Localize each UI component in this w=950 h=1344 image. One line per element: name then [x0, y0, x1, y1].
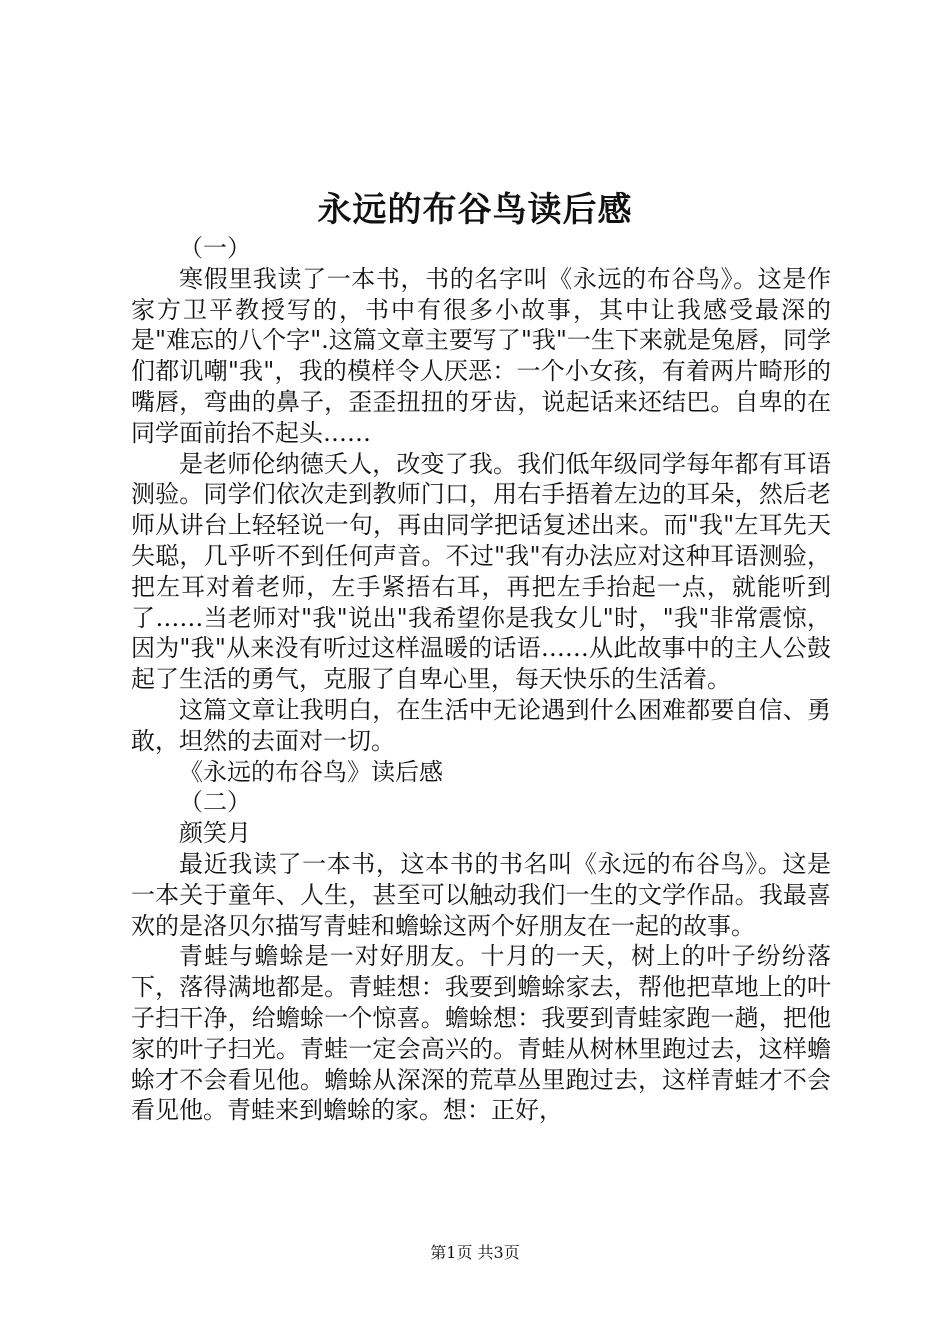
document-title: 永远的布谷鸟读后感 — [317, 190, 633, 230]
paragraph-section-two-marker: （二） — [179, 788, 251, 817]
document-body — [131, 233, 831, 1126]
paragraph: 寒假里我读了一本书，书的名字叫《永远的布谷鸟》。这是作家方卫平教授写的，书中有很多小故事，其中让我感受最深的是"难忘的八个字".这篇文章主要写了"我"一生下来就是兔唇，同学们都讥嘲"我"，我的模样令人厌恶：一个小女孩，有着两片畸形的嘴唇，弯曲的鼻子，歪歪扭扭的牙齿，说起话来还结巴。自卑的在同学面前抬不起头…… — [131, 264, 831, 447]
paragraph: 最近我读了一本书，这本书的书名叫《永远的布谷鸟》。这是一本关于童年、人生，甚至可以触动我们一生的文学作品。我最喜欢的是洛贝尔描写青蛙和蟾蜍这两个好朋友在一起的故事。 — [131, 849, 831, 940]
paragraph-section-one-marker: （一） — [179, 234, 251, 262]
paragraph: 是老师伦纳德夭人，改变了我。我们低年级同学每年都有耳语测验。同学们依次走到教师门口，用右手捂着左边的耳朵，然后老师从讲台上轻轻说一句，再由同学把话复述出来。而"我"左耳先天失聪，几乎听不到任何声音。不过"我"有办法应对这种耳语测验，把左耳对着老师，左手紧捂右耳，再把左手抬起一点，就能听到了……当老师对"我"说出"我希望你是我女儿"时，"我"非常震惊，因为"我"从来没有听过这样温暖的话语……从此故事中的主人公鼓起了生活的勇气，克服了自卑心里，每天快乐的生活着。 — [131, 449, 831, 694]
paragraph: 青蛙与蟾蜍是一对好朋友。十月的一天，树上的叶子纷纷落下，落得满地都是。青蛙想：我要到蟾蜍家去，帮他把草地上的叶子扫干净，给蟾蜍一个惊喜。蟾蜍想：我要到青蛙家跑一趟，把他家的叶子扫光。青蛙一定会高兴的。青蛙从树林里跑过去，这样蟾蜍才不会看见他。蟾蜍从深深的荒草丛里跑过去，这样青蛙才不会看见他。青蛙来到蟾蜍的家。想：正好， — [131, 942, 831, 1125]
paragraph-subtitle: 《永远的布谷鸟》读后感 — [179, 757, 443, 786]
paragraph: 这篇文章让我明白，在生活中无论遇到什么困难都要自信、勇敢，坦然的去面对一切。 — [131, 695, 831, 755]
page-indicator: 第1页 共3页 — [430, 1243, 520, 1262]
paragraph-author: 颜笑月 — [179, 819, 251, 848]
